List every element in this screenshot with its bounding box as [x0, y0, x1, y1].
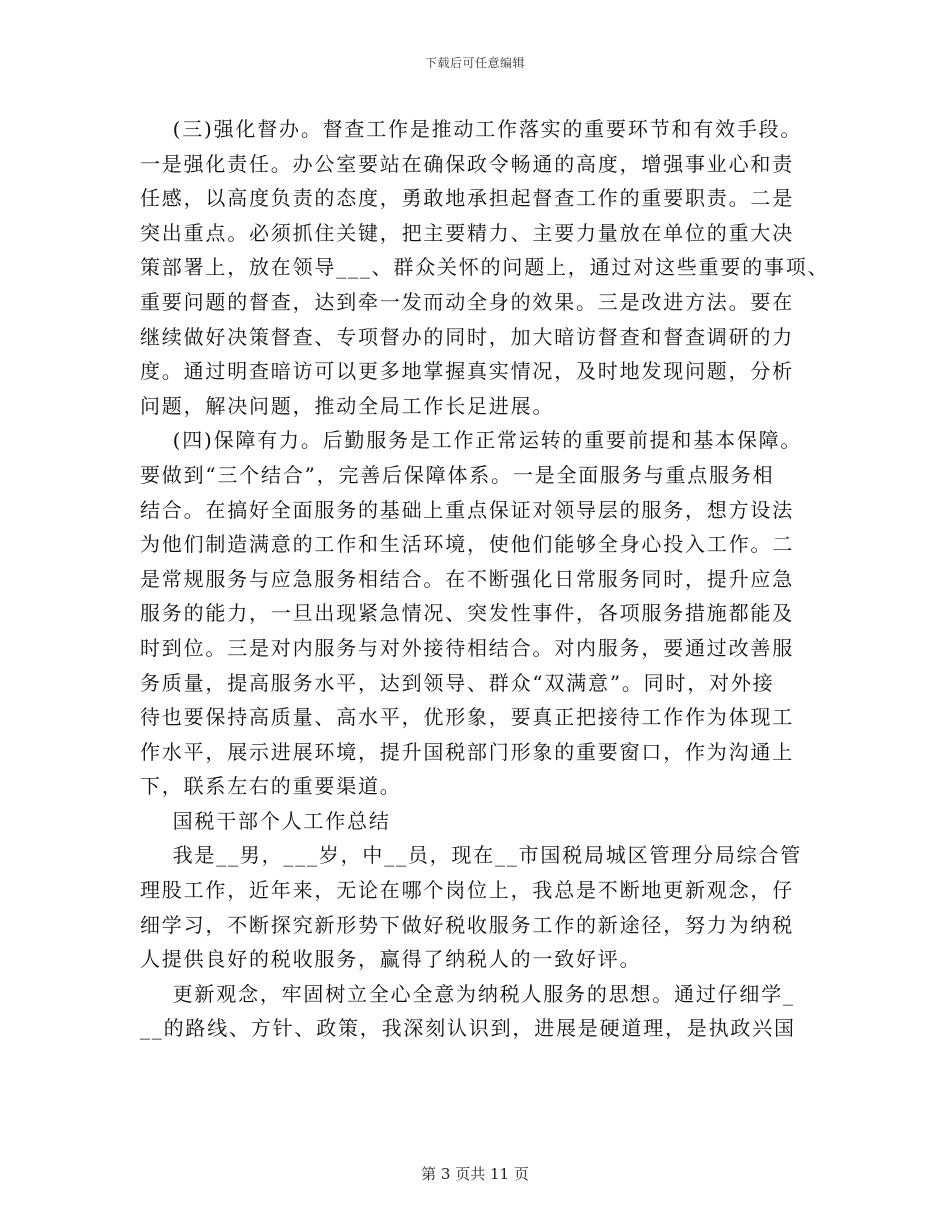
- text-line: 策部署上，放在领导___、群众关怀的问题上，通过对这些重要的事项、: [140, 255, 830, 280]
- text-line: 服务的能力，一旦出现紧急情况、突发性事件，各项服务措施都能及: [140, 601, 794, 626]
- text-line: 作水平，展示进展环境，提升国税部门形象的重要窗口，作为沟通上: [140, 739, 794, 764]
- text-line: 突出重点。必须抓住关键，把主要精力、主要力量放在单位的重大决: [140, 220, 794, 245]
- text-line: 一是强化责任。办公室要站在确保政令畅通的高度，增强事业心和责: [140, 151, 794, 176]
- text-line: 理股工作，近年来，无论在哪个岗位上，我总是不断地更新观念，仔: [140, 878, 794, 903]
- text-line: 务质量，提高服务水平，达到领导、群众“双满意”。同时，对外接: [140, 670, 775, 695]
- text-line: 时到位。三是对内服务与对外接待相结合。对内服务，要通过改善服: [140, 635, 794, 660]
- section-heading: 国税干部个人工作总结: [140, 808, 391, 833]
- text-line: 待也要保持高质量、高水平，优形象，要真正把接待工作作为体现工: [140, 705, 794, 730]
- text-line: 问题，解决问题，推动全局工作长足进展。: [140, 393, 555, 418]
- text-line: 是常规服务与应急服务相结合。在不断强化日常服务同时，提升应急: [140, 566, 794, 591]
- page-header: 下载后可任意编辑: [424, 56, 525, 70]
- text-line: (三)强化督办。督查工作是推动工作落实的重要环节和有效手段。: [140, 117, 803, 141]
- text-line: __的路线、方针、政策，我深刻认识到，进展是硬道理，是执政兴国: [140, 1016, 796, 1041]
- text-line: 度。通过明查暗访可以更多地掌握真实情况，及时地发现问题，分析: [140, 359, 794, 384]
- document-body: [140, 112, 830, 1046]
- text-line: 人提供良好的税收服务，赢得了纳税人的一致好评。: [140, 947, 642, 972]
- text-line: 为他们制造满意的工作和生活环境，使他们能够全身心投入工作。二: [140, 532, 794, 557]
- text-line: 我是__男，___岁，中__员，现在__市国税局城区管理分局综合管: [140, 843, 803, 868]
- text-line: 细学习，不断探究新形势下做好税收服务工作的新途径，努力为纳税: [140, 912, 794, 937]
- page-footer: 第 3 页共 11 页: [421, 1165, 529, 1183]
- text-line: 重要问题的督查，达到牵一发而动全身的效果。三是改进方法。要在: [140, 289, 794, 314]
- text-line: 结合。在搞好全面服务的基础上重点保证对领导层的服务，想方设法: [140, 497, 794, 522]
- text-line: 更新观念，牢固树立全心全意为纳税人服务的思想。通过仔细学_: [140, 981, 795, 1006]
- text-line: (四)保障有力。后勤服务是工作正常运转的重要前提和基本保障。: [140, 428, 803, 453]
- text-line: 要做到“三个结合”，完善后保障体系。一是全面服务与重点服务相: [140, 462, 775, 487]
- text-line: 下，联系左右的重要渠道。: [140, 774, 402, 799]
- text-line: 继续做好决策督查、专项督办的同时，加大暗访督查和督查调研的力: [140, 324, 794, 349]
- text-line: 任感，以高度负责的态度，勇敢地承担起督查工作的重要职责。二是: [140, 186, 794, 211]
